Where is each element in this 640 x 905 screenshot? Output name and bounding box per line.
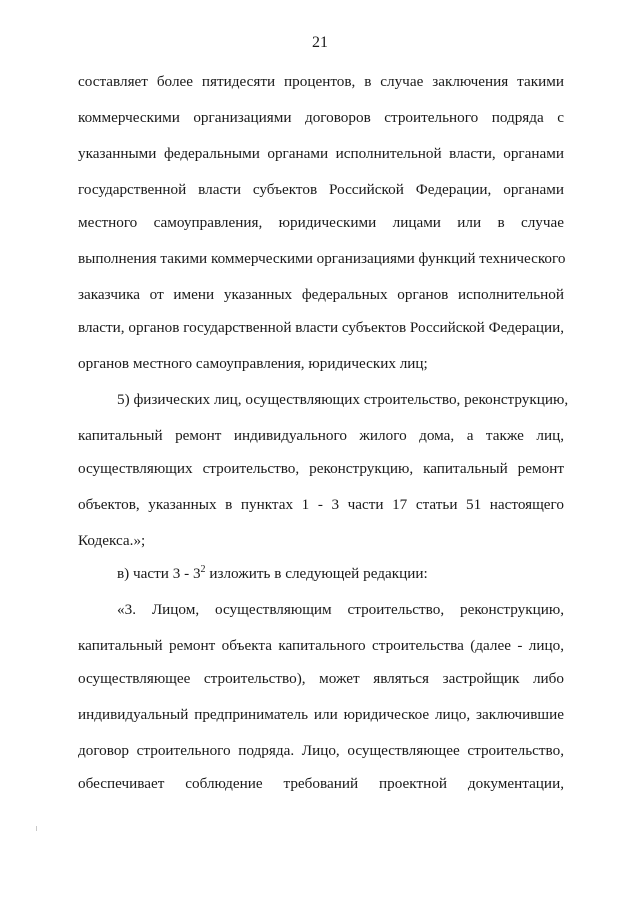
text-line: составляет более пятидесяти процентов, в случае заключения такими bbox=[78, 73, 564, 90]
text-line: обеспечивает соблюдение требований проектной документации, bbox=[78, 775, 564, 792]
text-segment: в) части 3 - 3 bbox=[117, 565, 201, 582]
text-line: органов местного самоуправления, юридических лиц; bbox=[78, 355, 428, 372]
text-line: объектов, указанных в пунктах 1 - 3 части 17 статьи 51 настоящего bbox=[78, 496, 564, 513]
text-line: заказчика от имени указанных федеральных органов исполнительной bbox=[78, 286, 564, 303]
text-line: местного самоуправления, юридическими лицами или в случае bbox=[78, 214, 564, 231]
text-line: капитальный ремонт индивидуального жилого дома, а также лиц, bbox=[78, 427, 564, 444]
text-line: выполнения такими коммерческими организациями функций технического bbox=[78, 250, 566, 267]
text-line: осуществляющее строительство), может являться застройщик либо bbox=[78, 670, 564, 687]
text-line: капитальный ремонт объекта капитального строительства (далее - лицо, bbox=[78, 637, 564, 654]
page-number: 21 bbox=[312, 34, 328, 51]
text-line: государственной власти субъектов Российской Федерации, органами bbox=[78, 181, 564, 198]
text-line: договор строительного подряда. Лицо, осуществляющее строительство, bbox=[78, 742, 564, 759]
scan-speck bbox=[36, 826, 37, 831]
text-line: индивидуальный предприниматель или юридическое лицо, заключившие bbox=[78, 706, 564, 723]
text-line: «3. Лицом, осуществляющим строительство, реконструкцию, bbox=[117, 601, 564, 618]
text-segment: изложить в следующей редакции: bbox=[205, 565, 428, 582]
text-line: указанными федеральными органами исполнительной власти, органами bbox=[78, 145, 564, 162]
text-line: власти, органов государственной власти субъектов Российской Федерации, bbox=[78, 319, 565, 336]
text-line: 5) физических лиц, осуществляющих строительство, реконструкцию, bbox=[117, 391, 569, 408]
text-line: осуществляющих строительство, реконструкцию, капитальный ремонт bbox=[78, 460, 564, 477]
text-line: коммерческими организациями договоров строительного подряда с bbox=[78, 109, 564, 126]
text-line bbox=[117, 564, 564, 584]
superscript: 2 bbox=[200, 563, 206, 575]
text-line: Кодекса.»; bbox=[78, 532, 146, 549]
